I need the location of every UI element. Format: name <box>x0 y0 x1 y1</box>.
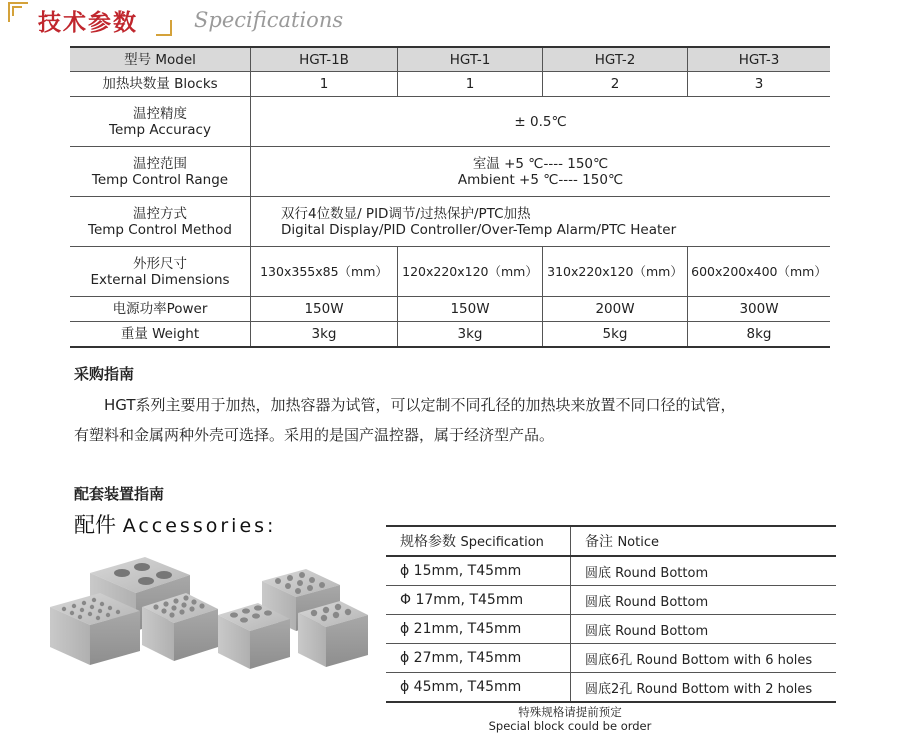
col-specification <box>386 526 571 556</box>
accessory-spec: ϕ 21mm, T45mm <box>386 615 571 644</box>
row-label: 重量 Weight <box>70 322 251 348</box>
row-label <box>70 97 251 147</box>
cell: 5kg <box>543 322 688 348</box>
section-title-en: Specifications <box>194 8 344 32</box>
cell: 1 <box>251 72 398 97</box>
cell: 3kg <box>398 322 543 348</box>
head-spec-zh: 规格参数 <box>400 534 456 550</box>
accessory-note <box>571 556 837 586</box>
note-zh: 圆底 <box>585 565 612 581</box>
label-zh: 外形尺寸 <box>133 255 187 272</box>
col-hgt-1: HGT-1 <box>398 47 543 72</box>
note-en: Round Bottom <box>615 623 709 639</box>
cell: 8kg <box>688 322 831 348</box>
special-note-zh: 特殊规格请提前预定 <box>518 705 622 719</box>
corner-ornament-bottom <box>156 20 172 36</box>
col-model: 型号 Model <box>70 47 251 72</box>
cell: 130x355x85（mm） <box>251 247 398 297</box>
accessory-spec: ϕ 15mm, T45mm <box>386 556 571 586</box>
row-label <box>70 197 251 247</box>
row-label: 加热块数量 Blocks <box>70 72 251 97</box>
accessories-title-zh: 配件 <box>74 513 116 537</box>
accessory-row <box>386 615 836 644</box>
label-en: Temp Control Range <box>91 171 229 188</box>
row-accuracy <box>70 97 830 147</box>
accessory-spec: Φ 17mm, T45mm <box>386 586 571 615</box>
head-note-zh: 备注 <box>585 534 613 550</box>
cell-accuracy: ± 0.5℃ <box>251 97 831 147</box>
label-zh: 温控范围 <box>133 155 187 172</box>
method-line-en: Digital Display/PID Controller/Over-Temp Alarm/PTC Heater <box>281 221 677 238</box>
row-blocks <box>70 72 830 97</box>
col-hgt-1b: HGT-1B <box>251 47 398 72</box>
cell: 310x220x120（mm） <box>543 247 688 297</box>
accessory-spec: ϕ 45mm, T45mm <box>386 673 571 703</box>
method-line-zh: 双行4位数显/ PID调节/过热保护/PTC加热 <box>281 205 531 222</box>
block-right-front <box>298 601 368 667</box>
note-en: Round Bottom <box>615 565 709 581</box>
accessories-table <box>386 525 836 703</box>
cell: 3 <box>688 72 831 97</box>
row-label <box>70 147 251 197</box>
accessory-row <box>386 586 836 615</box>
range-line-zh: 室温 +5 ℃---- 150℃ <box>472 155 609 172</box>
col-hgt-3: HGT-3 <box>688 47 831 72</box>
cell: 2 <box>543 72 688 97</box>
cell: 300W <box>688 297 831 322</box>
label-en: External Dimensions <box>90 271 230 288</box>
special-note-en: Special block could be order <box>488 719 652 733</box>
spec-table <box>70 46 830 348</box>
section-header <box>8 2 344 38</box>
cell-method <box>251 197 831 247</box>
head-spec-en: Specification <box>460 535 544 550</box>
cell-range <box>251 147 831 197</box>
label-zh: 温控方式 <box>133 205 187 222</box>
corner-ornament-inner <box>12 6 22 16</box>
row-method <box>70 197 830 247</box>
note-zh: 圆底2孔 <box>585 681 633 697</box>
cell: 1 <box>398 72 543 97</box>
col-notice <box>571 526 837 556</box>
cell: 150W <box>251 297 398 322</box>
note-zh: 圆底6孔 <box>585 652 633 668</box>
section-title-zh: 技术参数 <box>38 10 138 36</box>
accessories-header-row <box>386 526 836 556</box>
spec-header-row <box>70 47 830 72</box>
cell: 3kg <box>251 322 398 348</box>
special-order-note <box>420 705 720 733</box>
cell: 600x200x400（mm） <box>688 247 831 297</box>
accessories-title-en: Accessories: <box>122 515 277 537</box>
accessory-note <box>571 586 837 615</box>
note-zh: 圆底 <box>585 623 612 639</box>
note-en: Round Bottom <box>615 594 709 610</box>
col-hgt-2: HGT-2 <box>543 47 688 72</box>
cell: 200W <box>543 297 688 322</box>
accessory-row <box>386 673 836 703</box>
accessory-guide-title: 配套装置指南 <box>74 485 165 503</box>
accessory-note <box>571 615 837 644</box>
description-line: HGT系列主要用于加热，加热容器为试管，可以定制不同孔径的加热块来放置不同口径的试管， <box>104 396 736 414</box>
purchase-guide-title: 采购指南 <box>74 365 135 383</box>
row-label <box>70 247 251 297</box>
row-label: 电源功率Power <box>70 297 251 322</box>
note-en: Round Bottom with 2 holes <box>636 681 813 697</box>
accessory-row <box>386 644 836 673</box>
accessory-spec: ϕ 27mm, T45mm <box>386 644 571 673</box>
accessory-row <box>386 556 836 586</box>
heating-blocks-image <box>50 545 390 705</box>
row-power <box>70 297 830 322</box>
label-en: Temp Accuracy <box>109 121 211 138</box>
range-line-en: Ambient +5 ℃---- 150℃ <box>457 171 624 188</box>
description-line: 有塑料和金属两种外壳可选择。采用的是国产温控器，属于经济型产品。 <box>74 426 555 444</box>
accessory-note <box>571 673 837 703</box>
label-en: Temp Control Method <box>88 221 232 238</box>
accessories-title <box>74 509 276 539</box>
row-weight <box>70 322 830 348</box>
label-zh: 温控精度 <box>133 105 187 122</box>
note-zh: 圆底 <box>585 594 612 610</box>
row-range <box>70 147 830 197</box>
purchase-description <box>74 390 864 450</box>
note-en: Round Bottom with 6 holes <box>636 652 813 668</box>
cell: 150W <box>398 297 543 322</box>
cell: 120x220x120（mm） <box>398 247 543 297</box>
row-dimensions <box>70 247 830 297</box>
accessory-note <box>571 644 837 673</box>
head-note-en: Notice <box>617 535 659 550</box>
